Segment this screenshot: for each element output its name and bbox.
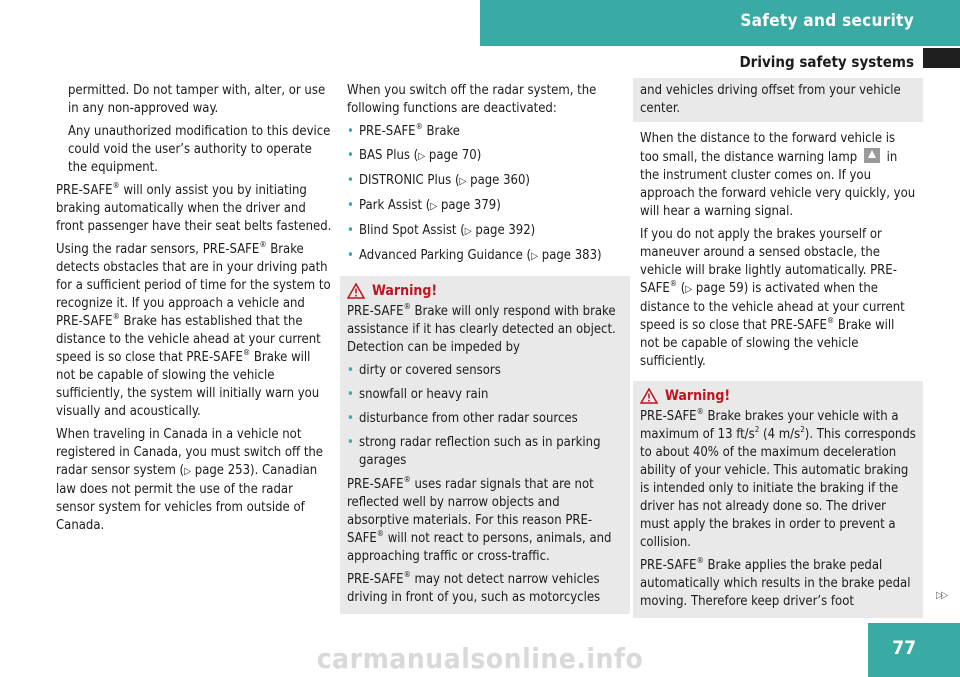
warning-box — [340, 276, 630, 614]
paragraph: When traveling in Canada in a vehicle not registered in Canada, you must switch off the radar sensor system (▷ page 253). Canadian law does not permit the use of the radar sensor system for vehicles from outside of Canada. — [56, 427, 324, 533]
warning-box-continued: and vehicles driving offset from your vehicle center. — [633, 78, 923, 122]
page-ref-arrow-icon: ▷ — [184, 466, 192, 477]
page-reference[interactable]: page 379 — [440, 198, 497, 213]
list-item: • PRE-SAFE® Brake — [347, 123, 623, 141]
header-tab-marker — [923, 48, 960, 68]
paragraph: Using the radar sensors, PRE-SAFE® Brake detects obstacles that are in your driving path for a sufficient period of time for the system to recognize it. If you approach a vehicle and PRE-SAFE® Brake has established that the distance to the vehicle ahead at your current speed is so close that PRE-SAFE® Brake will not be capable of slowing the vehicle sufficiently, the system will initially warn you visually and acoustically. — [56, 240, 331, 419]
warning-title: Warning! — [347, 282, 623, 300]
paragraph: When you switch off the radar system, the following functions are deactivated: — [347, 83, 597, 116]
list-item: • snowfall or heavy rain — [347, 386, 623, 404]
column-3 — [640, 82, 916, 618]
list-item: • DISTRONIC Plus (▷ page 360) — [347, 172, 623, 191]
page-ref-arrow-icon: ▷ — [418, 151, 426, 162]
paragraph: PRE-SAFE® Brake applies the brake pedal automatically which results in the brake pedal moving. Therefore keep driver’s foot — [640, 556, 911, 609]
page-ref-arrow-icon: ▷ — [531, 251, 539, 262]
page-reference[interactable]: page 70 — [428, 148, 477, 163]
list-item: • Advanced Parking Guidance (▷ page 383) — [347, 247, 623, 266]
paragraph: PRE-SAFE® Brake will only respond with brake assistance if it has clearly detected an object. Detection can be impeded by — [347, 302, 616, 355]
list-item: • dirty or covered sensors — [347, 362, 623, 380]
paragraph: Any unauthorized modification to this device could void the user’s authority to operate the equipment. — [68, 124, 331, 175]
page-ref-arrow-icon: ▷ — [464, 226, 472, 237]
warning-title: Warning! — [640, 387, 916, 405]
page-reference[interactable]: page 360 — [470, 173, 526, 188]
warning-triangle-icon — [640, 388, 658, 404]
continued-icon: ▷▷ — [936, 590, 946, 601]
page-reference[interactable]: page 383 — [541, 248, 598, 263]
list-item: • BAS Plus (▷ page 70) — [347, 147, 623, 166]
warning-triangle-icon — [347, 283, 365, 299]
list-item: • disturbance from other radar sources — [347, 410, 623, 428]
paragraph: When the distance to the forward vehicle is too small, the distance warning lamp in the instrument cluster comes on. If you approach the forward vehicle very quickly, you will hear a warning signal. — [640, 131, 916, 219]
page-ref-arrow-icon: ▷ — [685, 284, 693, 295]
page-reference[interactable]: page 392 — [475, 223, 531, 238]
section-title: Safety and security — [740, 11, 914, 31]
paragraph: PRE-SAFE® may not detect narrow vehicles driving in front of you, such as motorcycles — [347, 570, 601, 605]
watermark: carmanualsonline.info — [316, 642, 644, 675]
list-item: • Blind Spot Assist (▷ page 392) — [347, 222, 623, 241]
paragraph: PRE-SAFE® will only assist you by initiating braking automatically when the driver and front passenger have their seat belts fastened. — [56, 181, 332, 234]
column-2 — [347, 82, 623, 614]
warning-box — [633, 381, 923, 618]
paragraph: If you do not apply the brakes yourself or maneuver around a sensed obstacle, the vehicle will brake lightly automatically. PRE-SAFE® (▷ page 59) is activated when the distance to the vehicle ahead at your current speed is so close that PRE-SAFE® Brake will not be capable of slowing the vehicle sufficiently. — [640, 227, 905, 369]
column-1 — [56, 82, 332, 540]
subsection-title: Driving safety systems — [739, 53, 914, 71]
page-number: 77 — [892, 637, 916, 659]
paragraph: PRE-SAFE® Brake brakes your vehicle with a maximum of 13 $ft/s^2$ (4 $m/s^2$). This corresponds to about 40% of the maximum deceleration ability of your vehicle. This automatic braking is intended only to initiate the braking if the driver has not already done so. The driver must apply the brakes in order to prevent a collision. — [640, 407, 916, 550]
page-reference[interactable]: page 253 — [194, 463, 251, 478]
list-item: • Park Assist (▷ page 379) — [347, 197, 623, 216]
paragraph: permitted. Do not tamper with, alter, or use in any non-approved way. — [68, 83, 326, 116]
page-reference[interactable]: page 59 — [695, 281, 744, 296]
page-ref-arrow-icon: ▷ — [459, 176, 467, 187]
list-item: • strong radar reflection such as in parking garages — [347, 434, 623, 470]
page-ref-arrow-icon: ▷ — [430, 201, 438, 212]
paragraph: PRE-SAFE® uses radar signals that are not reflected well by narrow objects and absorptive materials. For this reason PRE-SAFE® will not react to persons, animals, and approaching traffic or cross-traffic. — [347, 475, 612, 564]
distance-warning-lamp-icon — [864, 148, 880, 163]
